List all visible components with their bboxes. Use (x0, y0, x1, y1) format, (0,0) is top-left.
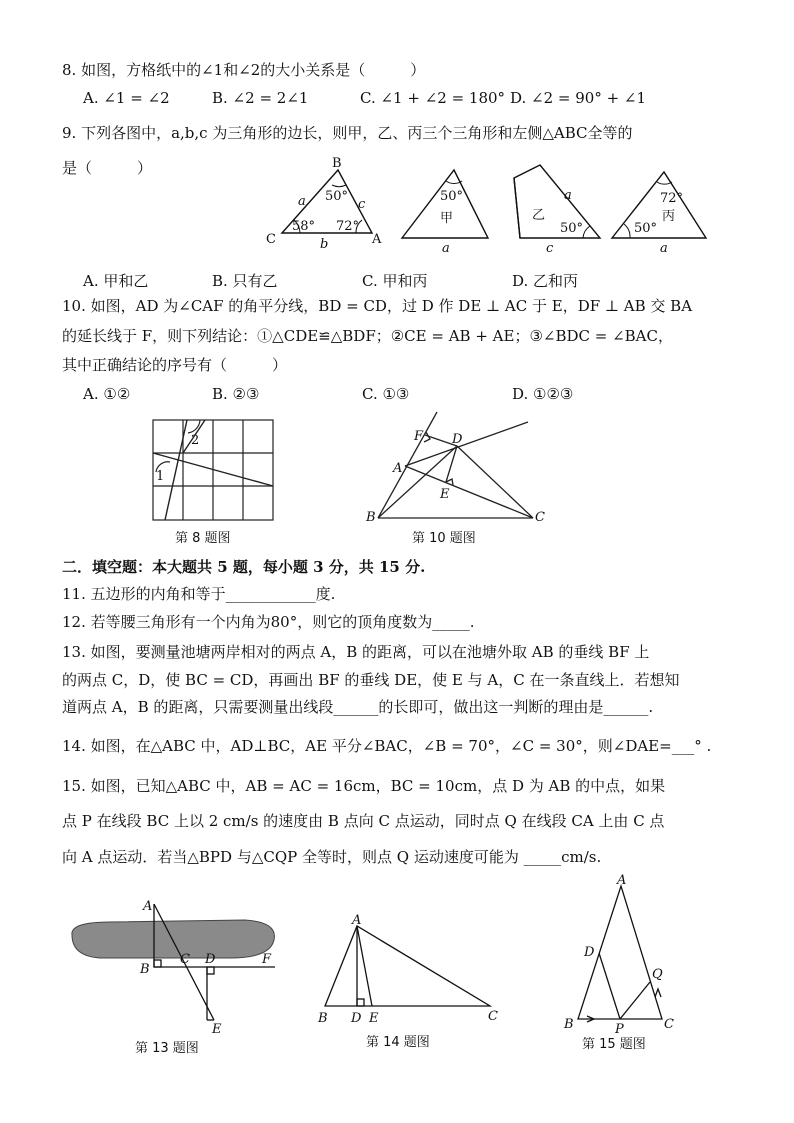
q13-line2: 的两点 C，D，使 BC = CD，再画出 BF 的垂线 DE，使 E 与 A，C 在一条直线上．若想知 (62, 671, 680, 689)
q10-option-b: B. ②③ (212, 385, 260, 403)
fig14-label-A: A (352, 913, 362, 928)
q10-option-d: D. ①②③ (512, 385, 574, 403)
fig10-label-F: F (414, 429, 424, 444)
fig13-label-C: C (180, 952, 190, 967)
q10-line3: 其中正确结论的序号有（ ） (62, 356, 288, 374)
q9-option-a: A. 甲和乙 (83, 272, 149, 290)
bing-label: 丙 (662, 209, 676, 224)
fig14-label-E: E (369, 1011, 379, 1026)
fig8-label-1: 1 (156, 469, 165, 484)
q10-line1: 10. 如图，AD 为∠CAF 的角平分线，BD = CD，过 D 作 DE ⊥ AC 于 E，DF ⊥ AB 交 BA (62, 297, 693, 315)
jia-label: 甲 (440, 211, 454, 226)
fig13-label-A: A (143, 899, 153, 914)
bing-side-a: a (660, 241, 668, 256)
q8-option-d: D. ∠2 = 90° + ∠1 (510, 89, 647, 107)
fig15-label-A: A (617, 873, 627, 888)
q9-label-A: A (372, 232, 382, 247)
q14: 14. 如图，在△ABC 中，AD⊥BC，AE 平分∠BAC，∠B = 70°，∠C = 30°，则∠DAE=___° . (62, 737, 712, 755)
q9-option-c: C. 甲和丙 (362, 272, 428, 290)
bing-angle-50: 50° (634, 221, 658, 236)
fig14-label-D: D (351, 1011, 362, 1026)
fig10-label-E: E (440, 487, 450, 502)
yi-angle-50: 50° (560, 221, 584, 236)
q9-option-d: D. 乙和丙 (512, 272, 579, 290)
fig15-label-Q: Q (652, 967, 663, 982)
fig10-label-C: C (535, 510, 545, 525)
q9-label-b: b (320, 237, 329, 252)
q8-stem: 8. 如图，方格纸中的∠1和∠2的大小关系是（ ） (62, 61, 426, 79)
q15-line1: 15. 如图，已知△ABC 中，AB = AC = 16cm，BC = 10cm，点 D 为 AB 的中点，如果 (62, 777, 666, 795)
yi-side-c: c (546, 241, 554, 256)
q8-option-b: B. ∠2 = 2∠1 (212, 89, 309, 107)
q9-option-b: B. 只有乙 (212, 272, 278, 290)
fig13-label-E: E (212, 1022, 222, 1037)
q8-option-a: A. ∠1 = ∠2 (83, 89, 170, 107)
fig15-label-P: P (615, 1022, 624, 1037)
fig10-label-D: D (452, 432, 463, 447)
fig14-caption: 第 14 题图 (366, 1035, 430, 1050)
q13-line3: 道两点 A，B 的距离，只需要测量出线段______的长即可，做出这一判断的理由是______. (62, 698, 654, 716)
q9-label-C: C (266, 232, 276, 247)
fig13-label-D: D (205, 952, 216, 967)
fig15-label-D: D (584, 945, 595, 960)
bing-angle-72: 72° (660, 191, 684, 206)
yi-side-a: a (564, 188, 572, 203)
q9-label-B: B (332, 156, 342, 171)
fig10-caption: 第 10 题图 (412, 531, 476, 546)
q10-option-c: C. ①③ (362, 385, 410, 403)
q8-option-c: C. ∠1 + ∠2 = 180° (360, 89, 506, 107)
q11: 11. 五边形的内角和等于____________度. (62, 585, 336, 603)
fig8-caption: 第 8 题图 (175, 531, 231, 546)
q9-label-c: c (358, 197, 366, 212)
fig15-caption: 第 15 题图 (582, 1037, 646, 1052)
fig8-label-2: 2 (191, 433, 200, 448)
q9-angle-58: 58° (292, 219, 316, 234)
q9-label-a: a (298, 194, 306, 209)
q10-option-a: A. ①② (83, 385, 131, 403)
q9-stem-line2: 是（ ） (62, 159, 153, 177)
q9-stem-line1: 9. 下列各图中，a,b,c 为三角形的边长，则甲，乙、丙三个三角形和左侧△ABC全等的 (62, 124, 633, 142)
section2-heading: 二．填空题：本大题共 5 题，每小题 3 分，共 15 分. (62, 558, 426, 576)
fig15-label-B: B (564, 1017, 574, 1032)
fig13-label-B: B (140, 962, 150, 977)
fig13-caption: 第 13 题图 (135, 1041, 199, 1056)
jia-side-a: a (442, 241, 450, 256)
fig10-label-B: B (366, 510, 376, 525)
q9-angle-50: 50° (325, 189, 349, 204)
q10-line2: 的延长线于 F，则下列结论：①△CDE≌△BDF；②CE = AB + AE；③∠BDC = ∠BAC， (62, 327, 673, 345)
fig15-label-C: C (664, 1017, 674, 1032)
fig14-label-C: C (488, 1009, 498, 1024)
jia-angle-50: 50° (440, 189, 464, 204)
yi-label: 乙 (532, 208, 546, 223)
q15-line2: 点 P 在线段 BC 上以 2 cm/s 的速度由 B 点向 C 点运动，同时点 Q 在线段 CA 上由 C 点 (62, 812, 665, 830)
fig13-label-F: F (262, 952, 272, 967)
q9-angle-72: 72° (336, 219, 360, 234)
fig14-label-B: B (318, 1011, 328, 1026)
q12: 12. 若等腰三角形有一个内角为80°，则它的顶角度数为_____. (62, 613, 475, 631)
fig10-label-A: A (393, 461, 403, 476)
q13-line1: 13. 如图，要测量池塘两岸相对的两点 A，B 的距离，可以在池塘外取 AB 的垂线 BF 上 (62, 643, 650, 661)
q15-line3: 向 A 点运动．若当△BPD 与△CQP 全等时，则点 Q 运动速度可能为 _____cm/s. (62, 848, 602, 866)
